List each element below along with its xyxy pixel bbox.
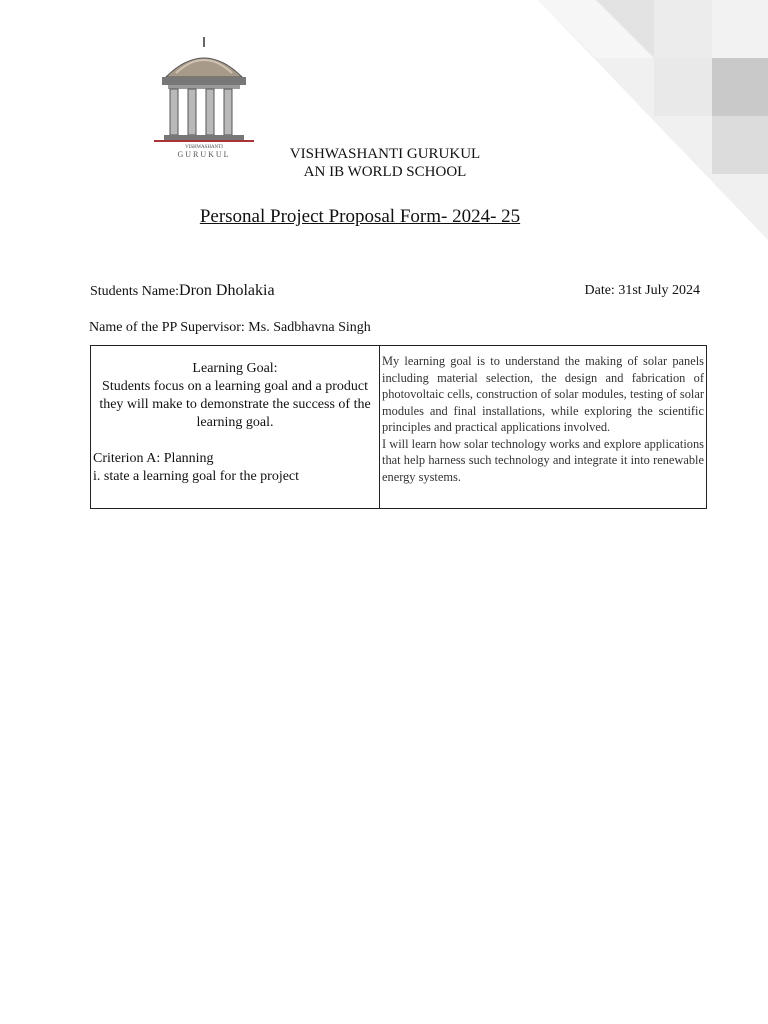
learning-goal-description: Students focus on a learning goal and a product they will make to demonstrate the success of the learning goal. bbox=[99, 379, 371, 430]
criterion-label: Criterion A: Planning bbox=[93, 451, 214, 466]
form-title: Personal Project Proposal Form- 2024- 25 bbox=[199, 206, 521, 227]
criterion-item: i. state a learning goal for the project bbox=[93, 469, 300, 484]
learning-goal-response-cell bbox=[380, 346, 707, 509]
date-field: Date: 31st July 2024 bbox=[584, 283, 700, 298]
learning-goal-table bbox=[90, 345, 707, 509]
logo-text-bottom: GURUKUL bbox=[177, 150, 231, 159]
school-name: VISHWASHANTI GURUKUL bbox=[289, 146, 481, 162]
corner-decoration bbox=[538, 0, 768, 240]
school-heading bbox=[250, 145, 520, 181]
table-row bbox=[91, 346, 707, 509]
logo-text-top: VISHWASHANTI bbox=[185, 145, 223, 150]
student-name-label: Students Name: bbox=[90, 284, 180, 299]
learning-goal-response-1: My learning goal is to understand the making of solar panels including material selection, the design and fabrication of photovoltaic cells, construction of solar modules, testing of solar modules and final installations, while exploring the scientific principles and practical applications involved. bbox=[382, 354, 704, 434]
student-name-row bbox=[90, 282, 275, 300]
learning-goal-response-2: I will learn how solar technology works and explore applications that help harness such technology and integrate it into renewable energy systems. bbox=[382, 436, 704, 484]
student-name-value: Dron Dholakia bbox=[179, 282, 275, 299]
school-logo bbox=[150, 35, 258, 161]
learning-goal-prompt-cell bbox=[91, 346, 380, 509]
school-subtitle: AN IB WORLD SCHOOL bbox=[303, 164, 467, 180]
learning-goal-heading: Learning Goal: bbox=[192, 361, 278, 376]
supervisor-field: Name of the PP Supervisor: Ms. Sadbhavna Singh bbox=[89, 320, 371, 335]
